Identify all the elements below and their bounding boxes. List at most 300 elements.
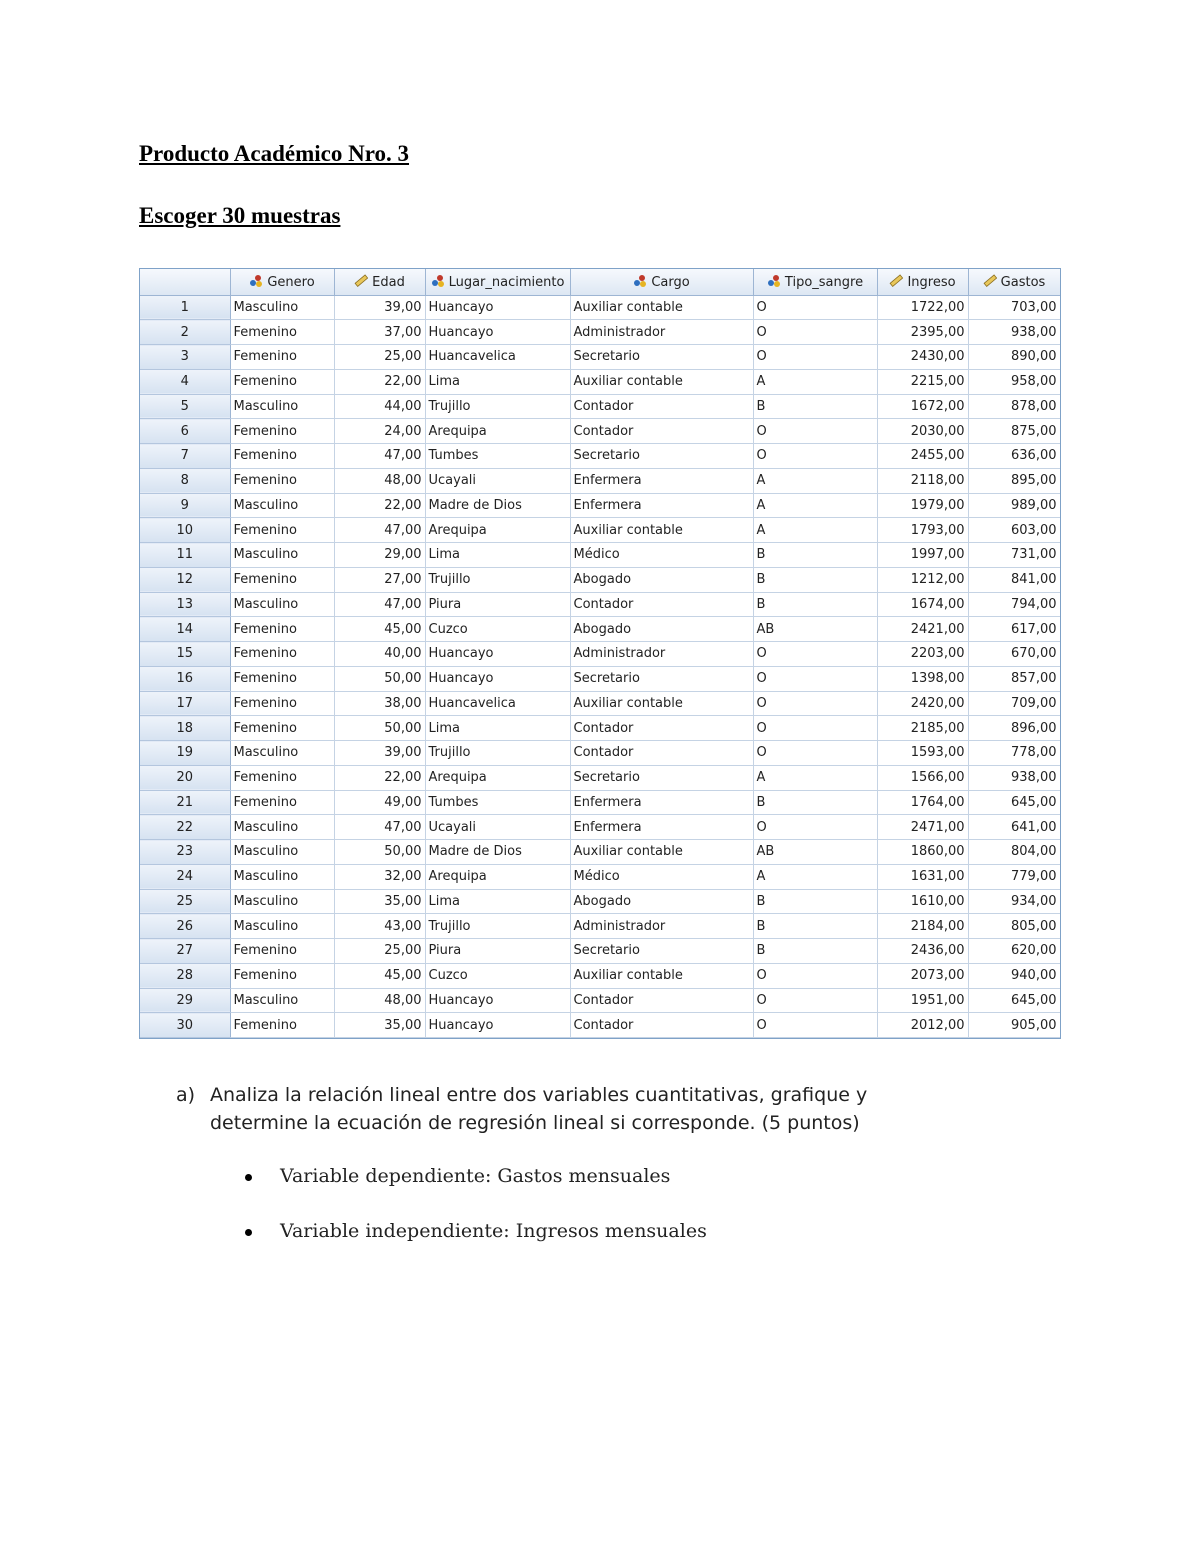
question-text-line1: Analiza la relación lineal entre dos variables cuantitativas, grafique y [210, 1084, 868, 1106]
table-cell[interactable]: 890,00 [968, 345, 1060, 370]
table-cell[interactable]: 27,00 [334, 567, 425, 592]
bullet-dependent-variable [245, 1165, 670, 1187]
table-row [140, 543, 1060, 568]
table-cell[interactable]: 778,00 [968, 741, 1060, 766]
table-cell[interactable]: 805,00 [968, 914, 1060, 939]
table-cell[interactable]: 1793,00 [877, 518, 968, 543]
table-cell[interactable]: Contador [570, 741, 753, 766]
table-cell[interactable]: A [753, 369, 877, 394]
document-title: Producto Académico Nro. 3 [139, 141, 410, 166]
table-cell[interactable]: Auxiliar contable [570, 840, 753, 865]
document-subtitle: Escoger 30 muestras [139, 203, 341, 228]
table-cell[interactable]: Huancavelica [425, 691, 570, 716]
table-cell[interactable]: Masculino [230, 592, 334, 617]
table-cell[interactable]: 44,00 [334, 394, 425, 419]
table-cell[interactable]: 47,00 [334, 592, 425, 617]
table-cell[interactable]: 1764,00 [877, 790, 968, 815]
row-number[interactable]: 26 [140, 914, 230, 939]
table-cell[interactable]: 905,00 [968, 1013, 1060, 1038]
table-cell[interactable]: Masculino [230, 493, 334, 518]
table-cell[interactable]: 989,00 [968, 493, 1060, 518]
table-cell[interactable]: 43,00 [334, 914, 425, 939]
column-header-tipo_sangre[interactable] [753, 269, 877, 295]
table-cell[interactable]: Huancayo [425, 642, 570, 667]
table-cell[interactable]: 617,00 [968, 617, 1060, 642]
row-number[interactable]: 28 [140, 963, 230, 988]
table-cell[interactable]: 35,00 [334, 1013, 425, 1038]
table-cell[interactable]: 24,00 [334, 419, 425, 444]
row-number[interactable]: 9 [140, 493, 230, 518]
table-cell[interactable]: A [753, 864, 877, 889]
table-cell[interactable]: Masculino [230, 988, 334, 1013]
table-cell[interactable]: O [753, 642, 877, 667]
table-cell[interactable]: 32,00 [334, 864, 425, 889]
table-cell[interactable]: 857,00 [968, 666, 1060, 691]
table-cell[interactable]: 1398,00 [877, 666, 968, 691]
row-number[interactable]: 2 [140, 320, 230, 345]
table-cell[interactable]: Ucayali [425, 468, 570, 493]
table-cell[interactable]: 39,00 [334, 295, 425, 320]
table-cell[interactable]: 804,00 [968, 840, 1060, 865]
table-cell[interactable]: Secretario [570, 345, 753, 370]
table-cell[interactable]: Tumbes [425, 790, 570, 815]
row-number[interactable]: 30 [140, 1013, 230, 1038]
row-number[interactable]: 11 [140, 543, 230, 568]
table-cell[interactable]: B [753, 790, 877, 815]
table-cell[interactable]: Secretario [570, 939, 753, 964]
table-row [140, 691, 1060, 716]
column-header-label: Genero [267, 274, 315, 290]
row-number[interactable]: 18 [140, 716, 230, 741]
table-cell[interactable]: 620,00 [968, 939, 1060, 964]
table-cell[interactable]: Femenino [230, 617, 334, 642]
table-cell[interactable]: 603,00 [968, 518, 1060, 543]
table-cell[interactable]: 47,00 [334, 518, 425, 543]
row-number[interactable]: 22 [140, 815, 230, 840]
table-cell[interactable]: O [753, 444, 877, 469]
table-row [140, 419, 1060, 444]
table-cell[interactable]: 2030,00 [877, 419, 968, 444]
row-number[interactable]: 12 [140, 567, 230, 592]
table-cell[interactable]: Masculino [230, 543, 334, 568]
table-row [140, 1013, 1060, 1038]
table-cell[interactable]: Femenino [230, 345, 334, 370]
table-cell[interactable]: Femenino [230, 444, 334, 469]
column-header-lugar_nacimiento[interactable] [425, 269, 570, 295]
table-cell[interactable]: Masculino [230, 394, 334, 419]
table-cell[interactable]: O [753, 691, 877, 716]
table-cell[interactable]: 779,00 [968, 864, 1060, 889]
row-number[interactable]: 16 [140, 666, 230, 691]
table-cell[interactable]: 45,00 [334, 617, 425, 642]
table-cell[interactable]: Contador [570, 394, 753, 419]
table-cell[interactable]: 1672,00 [877, 394, 968, 419]
table-cell[interactable]: 703,00 [968, 295, 1060, 320]
table-cell[interactable]: 794,00 [968, 592, 1060, 617]
corner-cell[interactable] [140, 269, 230, 295]
table-cell[interactable]: 39,00 [334, 741, 425, 766]
table-cell[interactable]: 29,00 [334, 543, 425, 568]
table-cell[interactable]: Femenino [230, 468, 334, 493]
table-cell[interactable]: 37,00 [334, 320, 425, 345]
table-cell[interactable]: Contador [570, 592, 753, 617]
table-cell[interactable]: 1997,00 [877, 543, 968, 568]
table-cell[interactable]: Administrador [570, 914, 753, 939]
table-row [140, 493, 1060, 518]
row-number[interactable]: 14 [140, 617, 230, 642]
table-cell[interactable]: 1979,00 [877, 493, 968, 518]
table-cell[interactable]: 2215,00 [877, 369, 968, 394]
table-cell[interactable]: Cuzco [425, 963, 570, 988]
table-cell[interactable]: 50,00 [334, 666, 425, 691]
table-cell[interactable]: Masculino [230, 741, 334, 766]
column-header-label: Cargo [651, 274, 690, 290]
table-cell[interactable]: 896,00 [968, 716, 1060, 741]
table-cell[interactable]: Femenino [230, 691, 334, 716]
column-header-ingreso[interactable] [877, 269, 968, 295]
table-cell[interactable]: Auxiliar contable [570, 369, 753, 394]
table-row [140, 468, 1060, 493]
table-cell[interactable]: 40,00 [334, 642, 425, 667]
table-cell[interactable]: Huancayo [425, 320, 570, 345]
table-cell[interactable]: Masculino [230, 840, 334, 865]
table-cell[interactable]: Lima [425, 369, 570, 394]
table-cell[interactable]: 731,00 [968, 543, 1060, 568]
table-cell[interactable]: Madre de Dios [425, 840, 570, 865]
table-cell[interactable]: 2184,00 [877, 914, 968, 939]
table-cell[interactable]: Femenino [230, 518, 334, 543]
table-cell[interactable]: Huancayo [425, 666, 570, 691]
table-cell[interactable]: O [753, 741, 877, 766]
table-cell[interactable]: Masculino [230, 889, 334, 914]
table-cell[interactable]: 2471,00 [877, 815, 968, 840]
table-cell[interactable]: 645,00 [968, 790, 1060, 815]
table-row [140, 840, 1060, 865]
table-cell[interactable]: Secretario [570, 444, 753, 469]
table-cell[interactable]: Piura [425, 592, 570, 617]
question-a [176, 1081, 1060, 1137]
nominal-icon [431, 275, 449, 290]
table-row [140, 345, 1060, 370]
table-cell[interactable]: 1631,00 [877, 864, 968, 889]
table-body [140, 295, 1060, 1038]
table-cell[interactable]: O [753, 419, 877, 444]
table-row [140, 444, 1060, 469]
table-cell[interactable]: 22,00 [334, 369, 425, 394]
data-view-grid [139, 268, 1061, 1039]
table-row [140, 815, 1060, 840]
column-header-label: Gastos [1000, 274, 1046, 290]
table-cell[interactable]: 47,00 [334, 444, 425, 469]
table-row [140, 963, 1060, 988]
table-cell[interactable]: 2395,00 [877, 320, 968, 345]
table-row [140, 320, 1060, 345]
table-cell[interactable]: O [753, 320, 877, 345]
table-cell[interactable]: Auxiliar contable [570, 295, 753, 320]
table-cell[interactable]: 2455,00 [877, 444, 968, 469]
table-cell[interactable]: 709,00 [968, 691, 1060, 716]
table-cell[interactable]: 2118,00 [877, 468, 968, 493]
table-cell[interactable]: Masculino [230, 295, 334, 320]
table-cell[interactable]: Médico [570, 864, 753, 889]
table-cell[interactable]: Arequipa [425, 518, 570, 543]
table-cell[interactable]: Auxiliar contable [570, 691, 753, 716]
table-cell[interactable]: O [753, 716, 877, 741]
table-cell[interactable]: A [753, 765, 877, 790]
table-cell[interactable]: Femenino [230, 419, 334, 444]
table-cell[interactable]: Contador [570, 1013, 753, 1038]
row-number[interactable]: 20 [140, 765, 230, 790]
table-row [140, 592, 1060, 617]
table-cell[interactable]: O [753, 988, 877, 1013]
table-row [140, 369, 1060, 394]
table-row [140, 295, 1060, 320]
table-cell[interactable]: Lima [425, 543, 570, 568]
table-cell[interactable]: Arequipa [425, 765, 570, 790]
table-cell[interactable]: 2012,00 [877, 1013, 968, 1038]
table-cell[interactable]: Femenino [230, 642, 334, 667]
table-cell[interactable]: 1212,00 [877, 567, 968, 592]
table-cell[interactable]: 641,00 [968, 815, 1060, 840]
table-cell[interactable]: A [753, 468, 877, 493]
nominal-icon [767, 275, 785, 290]
table-cell[interactable]: 1951,00 [877, 988, 968, 1013]
table-cell[interactable]: 2185,00 [877, 716, 968, 741]
row-number[interactable]: 17 [140, 691, 230, 716]
table-cell[interactable]: 2436,00 [877, 939, 968, 964]
table-cell[interactable]: Huancavelica [425, 345, 570, 370]
table-row [140, 914, 1060, 939]
table-cell[interactable]: Secretario [570, 666, 753, 691]
column-header-gastos[interactable] [968, 269, 1060, 295]
table-cell[interactable]: Femenino [230, 963, 334, 988]
table-cell[interactable]: Trujillo [425, 741, 570, 766]
table-cell[interactable]: O [753, 963, 877, 988]
table-cell[interactable]: Contador [570, 988, 753, 1013]
table-cell[interactable]: Auxiliar contable [570, 963, 753, 988]
table-cell[interactable]: 1566,00 [877, 765, 968, 790]
table-cell[interactable]: Médico [570, 543, 753, 568]
row-number[interactable]: 21 [140, 790, 230, 815]
table-cell[interactable]: Auxiliar contable [570, 518, 753, 543]
table-cell[interactable]: Abogado [570, 567, 753, 592]
table-cell[interactable]: Madre de Dios [425, 493, 570, 518]
table-cell[interactable]: 841,00 [968, 567, 1060, 592]
table-cell[interactable]: Lima [425, 889, 570, 914]
scale-icon [889, 275, 907, 290]
table-cell[interactable]: Femenino [230, 716, 334, 741]
table-cell[interactable]: Femenino [230, 567, 334, 592]
row-number[interactable]: 27 [140, 939, 230, 964]
table-cell[interactable]: 895,00 [968, 468, 1060, 493]
table-cell[interactable]: Enfermera [570, 468, 753, 493]
table-cell[interactable]: 2420,00 [877, 691, 968, 716]
table-cell[interactable]: Tumbes [425, 444, 570, 469]
table-cell[interactable]: 48,00 [334, 468, 425, 493]
table-cell[interactable]: Secretario [570, 765, 753, 790]
column-header-label: Edad [372, 274, 405, 290]
table-cell[interactable]: Femenino [230, 666, 334, 691]
question-text-line2: determine la ecuación de regresión lineal si corresponde. (5 puntos) [210, 1112, 860, 1134]
table-cell[interactable]: Huancayo [425, 295, 570, 320]
row-number[interactable]: 29 [140, 988, 230, 1013]
table-cell[interactable]: 2430,00 [877, 345, 968, 370]
table-cell[interactable]: 958,00 [968, 369, 1060, 394]
table-cell[interactable]: 645,00 [968, 988, 1060, 1013]
row-number[interactable]: 4 [140, 369, 230, 394]
table-cell[interactable]: Arequipa [425, 419, 570, 444]
question-label: a) [176, 1084, 196, 1106]
table-cell[interactable]: 2073,00 [877, 963, 968, 988]
table-cell[interactable]: Trujillo [425, 914, 570, 939]
row-number[interactable]: 3 [140, 345, 230, 370]
table-cell[interactable]: O [753, 295, 877, 320]
table-row [140, 765, 1060, 790]
table-cell[interactable]: Arequipa [425, 864, 570, 889]
row-number[interactable]: 7 [140, 444, 230, 469]
table-cell[interactable]: 22,00 [334, 493, 425, 518]
scale-icon [354, 275, 372, 290]
table-cell[interactable]: B [753, 592, 877, 617]
table-cell[interactable]: O [753, 666, 877, 691]
data-table [140, 269, 1061, 1038]
table-cell[interactable]: Abogado [570, 889, 753, 914]
column-header-label: Lugar_nacimiento [448, 274, 565, 290]
table-row [140, 666, 1060, 691]
table-cell[interactable]: Contador [570, 716, 753, 741]
row-number[interactable]: 6 [140, 419, 230, 444]
table-cell[interactable]: Huancayo [425, 1013, 570, 1038]
table-cell[interactable]: Lima [425, 716, 570, 741]
row-number[interactable]: 23 [140, 840, 230, 865]
scale-icon [983, 275, 1001, 290]
table-cell[interactable]: Enfermera [570, 493, 753, 518]
table-cell[interactable]: B [753, 939, 877, 964]
table-cell[interactable]: 38,00 [334, 691, 425, 716]
table-cell[interactable]: 1593,00 [877, 741, 968, 766]
table-cell[interactable]: Femenino [230, 790, 334, 815]
table-cell[interactable]: 48,00 [334, 988, 425, 1013]
table-cell[interactable]: Masculino [230, 815, 334, 840]
table-row [140, 617, 1060, 642]
table-cell[interactable]: 50,00 [334, 716, 425, 741]
column-header-genero[interactable] [230, 269, 334, 295]
column-header-label: Ingreso [907, 274, 956, 290]
table-cell[interactable]: Administrador [570, 642, 753, 667]
table-cell[interactable]: AB [753, 617, 877, 642]
table-cell[interactable]: Enfermera [570, 815, 753, 840]
table-cell[interactable]: 22,00 [334, 765, 425, 790]
table-row [140, 741, 1060, 766]
table-cell[interactable]: 2203,00 [877, 642, 968, 667]
table-cell[interactable]: B [753, 889, 877, 914]
table-cell[interactable]: A [753, 493, 877, 518]
table-cell[interactable]: A [753, 518, 877, 543]
table-cell[interactable]: Femenino [230, 320, 334, 345]
table-cell[interactable]: Femenino [230, 939, 334, 964]
table-cell[interactable]: 934,00 [968, 889, 1060, 914]
table-cell[interactable]: Cuzco [425, 617, 570, 642]
table-cell[interactable]: O [753, 815, 877, 840]
bullet-dot-icon [245, 1229, 252, 1236]
table-cell[interactable]: 1860,00 [877, 840, 968, 865]
table-cell[interactable]: Masculino [230, 914, 334, 939]
table-cell[interactable]: B [753, 567, 877, 592]
table-cell[interactable]: 47,00 [334, 815, 425, 840]
table-row [140, 716, 1060, 741]
table-cell[interactable]: Piura [425, 939, 570, 964]
table-cell[interactable]: 50,00 [334, 840, 425, 865]
row-number[interactable]: 25 [140, 889, 230, 914]
table-cell[interactable]: Femenino [230, 765, 334, 790]
table-cell[interactable]: 1722,00 [877, 295, 968, 320]
table-row [140, 642, 1060, 667]
table-cell[interactable]: Trujillo [425, 394, 570, 419]
column-header-cargo[interactable] [570, 269, 753, 295]
table-cell[interactable]: Masculino [230, 864, 334, 889]
table-cell[interactable]: Femenino [230, 369, 334, 394]
table-cell[interactable]: O [753, 345, 877, 370]
table-cell[interactable]: B [753, 394, 877, 419]
table-cell[interactable]: B [753, 543, 877, 568]
row-number[interactable]: 8 [140, 468, 230, 493]
table-cell[interactable]: Contador [570, 419, 753, 444]
table-cell[interactable]: 938,00 [968, 320, 1060, 345]
nominal-icon [633, 275, 651, 290]
table-cell[interactable]: 25,00 [334, 939, 425, 964]
row-number[interactable]: 24 [140, 864, 230, 889]
table-cell[interactable]: 35,00 [334, 889, 425, 914]
header-row [140, 269, 1060, 295]
table-cell[interactable]: 25,00 [334, 345, 425, 370]
nominal-icon [249, 275, 267, 290]
table-cell[interactable]: 938,00 [968, 765, 1060, 790]
table-row [140, 394, 1060, 419]
table-cell[interactable]: 1674,00 [877, 592, 968, 617]
table-row [140, 518, 1060, 543]
table-cell[interactable]: Huancayo [425, 988, 570, 1013]
table-cell[interactable]: 878,00 [968, 394, 1060, 419]
table-cell[interactable]: AB [753, 840, 877, 865]
table-cell[interactable]: 45,00 [334, 963, 425, 988]
column-header-edad[interactable] [334, 269, 425, 295]
table-cell[interactable]: 670,00 [968, 642, 1060, 667]
table-cell[interactable]: Administrador [570, 320, 753, 345]
bullet-dot-icon [245, 1174, 252, 1181]
bullet-text: Variable dependiente: Gastos mensuales [280, 1165, 671, 1187]
table-row [140, 988, 1060, 1013]
table-cell[interactable]: Abogado [570, 617, 753, 642]
table-cell[interactable]: Ucayali [425, 815, 570, 840]
table-cell[interactable]: 636,00 [968, 444, 1060, 469]
table-cell[interactable]: Trujillo [425, 567, 570, 592]
table-cell[interactable]: 2421,00 [877, 617, 968, 642]
table-cell[interactable]: Femenino [230, 1013, 334, 1038]
row-number[interactable]: 1 [140, 295, 230, 320]
table-cell[interactable]: Enfermera [570, 790, 753, 815]
row-number[interactable]: 19 [140, 741, 230, 766]
table-cell[interactable]: B [753, 914, 877, 939]
table-cell[interactable]: 875,00 [968, 419, 1060, 444]
table-cell[interactable]: 940,00 [968, 963, 1060, 988]
table-cell[interactable]: 1610,00 [877, 889, 968, 914]
row-number[interactable]: 13 [140, 592, 230, 617]
row-number[interactable]: 10 [140, 518, 230, 543]
table-cell[interactable]: O [753, 1013, 877, 1038]
table-cell[interactable]: 49,00 [334, 790, 425, 815]
row-number[interactable]: 5 [140, 394, 230, 419]
row-number[interactable]: 15 [140, 642, 230, 667]
